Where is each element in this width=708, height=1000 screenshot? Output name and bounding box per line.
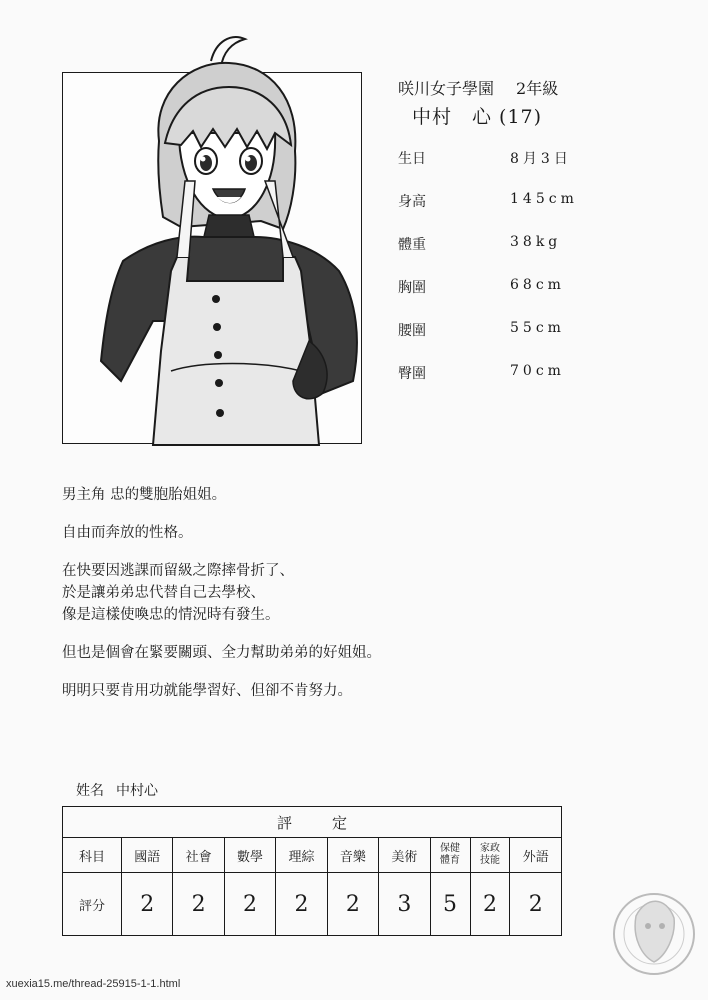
report-name	[76, 780, 158, 800]
stat-label: 胸圍	[398, 280, 426, 296]
description-line: 於是讓弟弟忠代替自己去學校、	[62, 585, 265, 601]
score-cell: 2	[122, 873, 173, 936]
description-paragraph: 自由而奔放的性格。	[62, 525, 193, 541]
character-description	[62, 484, 662, 718]
score-cell: 2	[276, 873, 327, 936]
subject-cell	[470, 838, 510, 873]
stat-value: 8月3日	[510, 151, 572, 167]
stat-value: 70cm	[510, 363, 565, 379]
report-card-table	[62, 806, 562, 936]
score-cell: 2	[173, 873, 224, 936]
score-cell: 5	[430, 873, 470, 936]
character-name: 中村 心 (17)	[412, 106, 543, 128]
score-cell: 2	[510, 873, 562, 936]
subject-cell: 數學	[224, 838, 275, 873]
name-value: 中村心	[116, 783, 158, 799]
watermark-seal	[606, 876, 702, 986]
description-line: 像是這樣使喚忠的情況時有發生。	[62, 607, 280, 623]
subject-cell: 外語	[510, 838, 562, 873]
stat-value: 68cm	[510, 277, 565, 293]
subject-line: 技能	[479, 855, 500, 866]
score-cell: 2	[224, 873, 275, 936]
score-row	[63, 873, 562, 936]
stat-label: 腰圍	[398, 323, 426, 339]
subject-cell: 音樂	[327, 838, 378, 873]
school-name: 咲川女子學園	[398, 79, 495, 98]
score-header: 評分	[63, 873, 122, 936]
stat-label: 臀圍	[398, 366, 426, 382]
subject-cell: 美術	[379, 838, 430, 873]
stat-label: 生日	[398, 151, 426, 167]
stat-label: 體重	[398, 237, 426, 253]
grade: 2年級	[516, 79, 559, 98]
subject-line: 保健	[440, 843, 461, 854]
score-cell: 2	[327, 873, 378, 936]
subject-line: 體育	[440, 855, 461, 866]
description-paragraph: 明明只要肯用功就能學習好、但卻不肯努力。	[62, 683, 352, 699]
subject-row	[63, 838, 562, 873]
score-cell: 2	[470, 873, 510, 936]
name-label: 姓名	[76, 783, 104, 799]
subject-cell: 理綜	[276, 838, 327, 873]
stat-value: 38kg	[510, 234, 562, 250]
character-illustration	[61, 21, 365, 445]
description-paragraph: 但也是個會在緊要關頭、全力幫助弟弟的好姐姐。	[62, 645, 381, 661]
description-paragraph	[62, 560, 662, 626]
subject-cell: 國語	[122, 838, 173, 873]
subject-cell: 社會	[173, 838, 224, 873]
subject-line: 家政	[479, 843, 500, 854]
stat-value: 145cm	[510, 191, 578, 207]
stat-value: 55cm	[510, 320, 565, 336]
source-url: xuexia15.me/thread-25915-1-1.html	[6, 978, 181, 990]
description-paragraph: 男主角 忠的雙胞胎姐姐。	[62, 487, 227, 503]
description-line: 在快要因逃課而留級之際摔骨折了、	[62, 563, 294, 579]
report-title: 評定	[63, 807, 562, 838]
school-grade-line	[398, 76, 558, 99]
subject-header: 科目	[63, 838, 122, 873]
character-portrait	[62, 72, 362, 444]
score-cell: 3	[379, 873, 430, 936]
subject-cell	[430, 838, 470, 873]
stat-label: 身高	[398, 194, 426, 210]
